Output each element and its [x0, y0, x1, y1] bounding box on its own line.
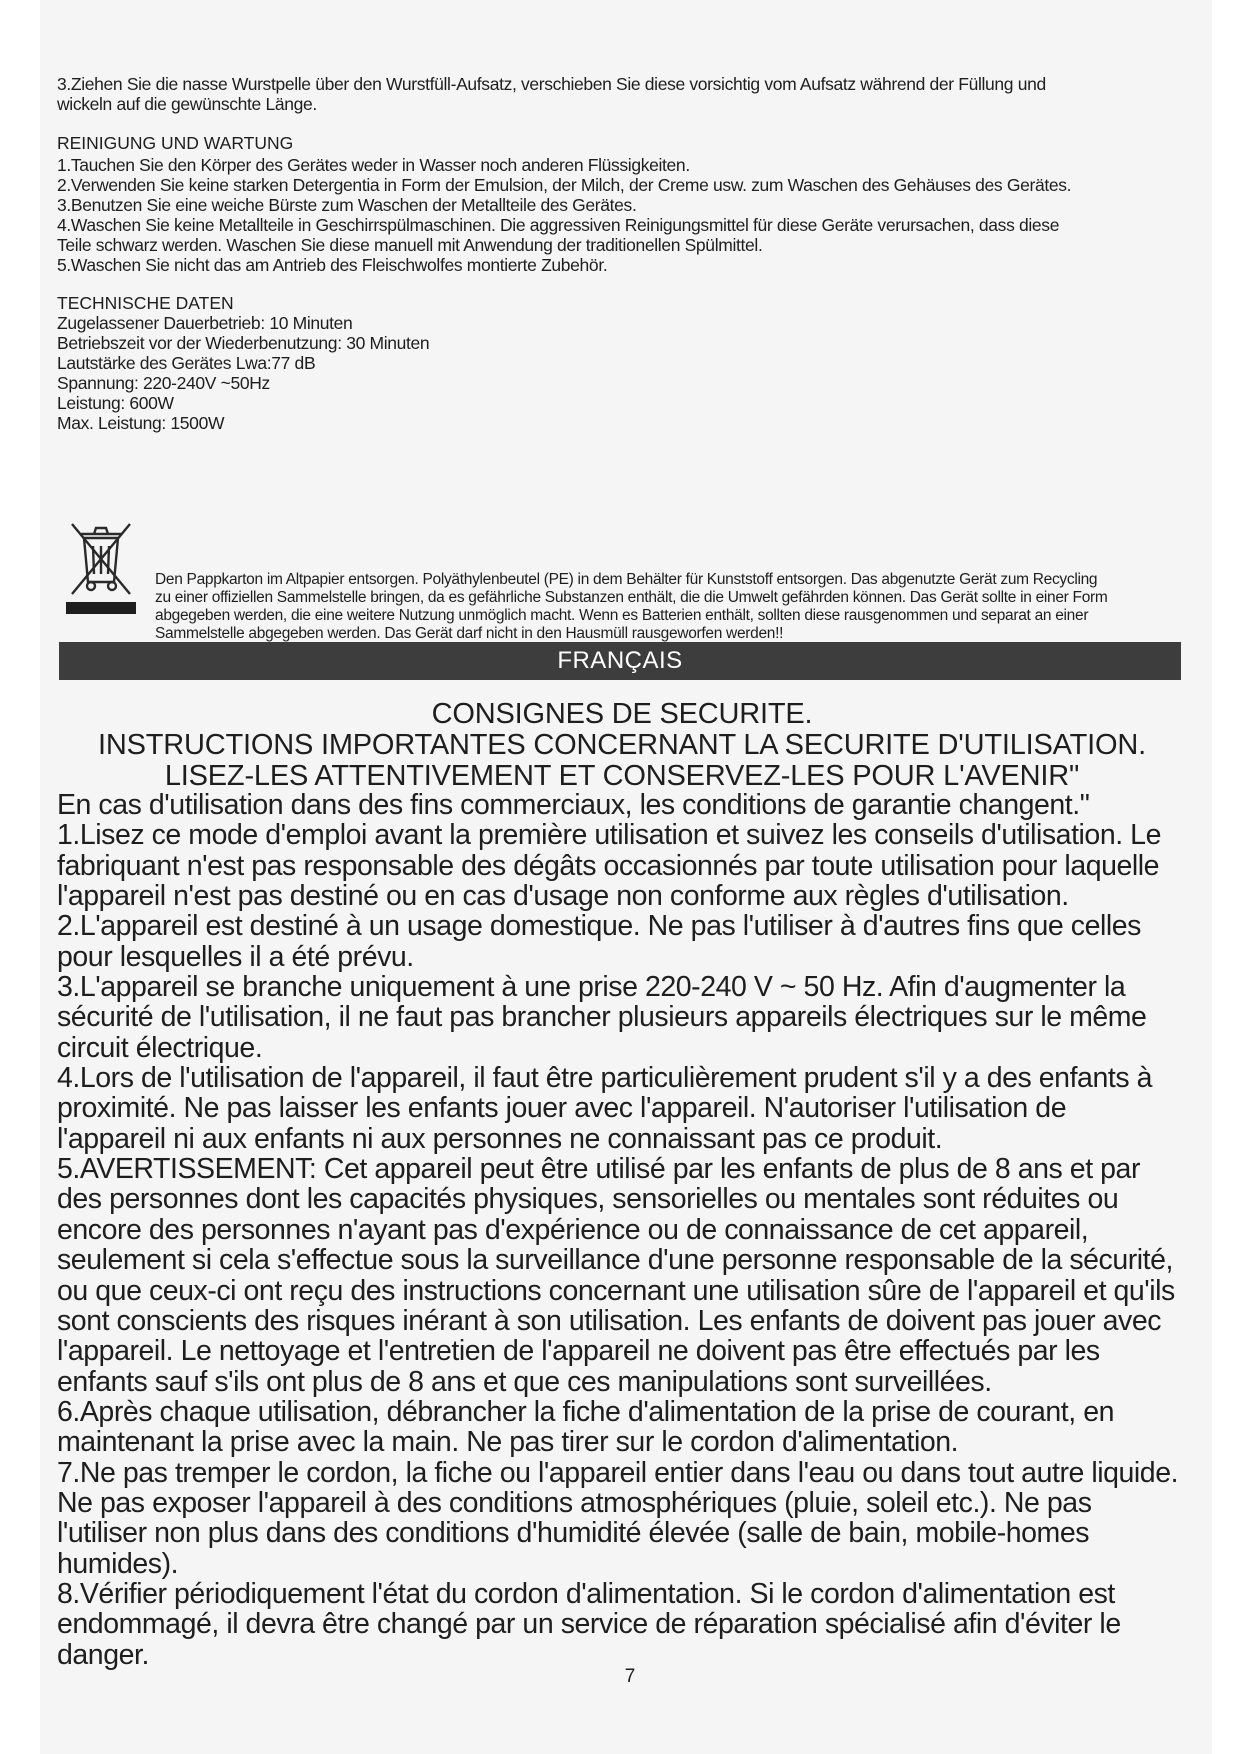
list-item: 5.Waschen Sie nicht das am Antrieb des Fleischwolfes montierte Zubehör. — [57, 255, 608, 275]
text-line: Ne pas exposer l'appareil à des conditions atmosphériques (pluie, soleil etc.). Ne pas — [57, 1486, 1092, 1519]
text-line: l'utiliser non plus dans des conditions d'humidité élevée (salle de bain, mobile-homes — [57, 1517, 1090, 1550]
text-line: 3.L'appareil se branche uniquement à une prise 220-240 V ~ 50 Hz. Afin d'augmenter la — [57, 971, 1126, 1004]
list-item: 1.Tauchen Sie den Körper des Gerätes weder in Wasser noch anderen Flüssigkeiten. — [57, 155, 690, 175]
text-line: enfants sauf s'ils ont plus de 8 ans et que ces manipulations sont surveillées. — [57, 1365, 992, 1398]
text-line: maintenant la prise avec la main. Ne pas tirer sur le cordon d'alimentation. — [57, 1426, 959, 1459]
text-line: 2.L'appareil est destiné à un usage domestique. Ne pas l'utiliser à d'autres fins que celles — [57, 910, 1141, 943]
text-line: l'appareil ni aux enfants ni aux personnes ne connaissant pas ce produit. — [57, 1122, 943, 1155]
text-line: 4.Lors de l'utilisation de l'appareil, il faut être particulièrement prudent s'il y a des enfants à — [57, 1062, 1152, 1095]
technical-data-heading: TECHNISCHE DATEN — [57, 293, 234, 313]
text-line: proximité. Ne pas laisser les enfants jouer avec l'appareil. N'autoriser l'utilisation de — [57, 1092, 1067, 1125]
text-line: 8.Vérifier périodiquement l'état du cordon d'alimentation. Si le cordon d'alimentation est — [57, 1577, 1115, 1610]
safety-subtitle: INSTRUCTIONS IMPORTANTES CONCERNANT LA SECURITE D'UTILISATION. — [98, 729, 1146, 761]
text-line: endommagé, il devra être changé par un service de réparation spécialisé afin d'éviter le — [57, 1608, 1121, 1641]
crossed-out-wheelie-bin-icon — [66, 520, 136, 616]
list-item: Max. Leistung: 1500W — [57, 413, 225, 433]
technical-data-list — [57, 313, 1172, 433]
text-line: ou que ceux-ci ont reçu des instructions concernant une utilisation sûre de l'appareil et qu'ils — [57, 1274, 1175, 1307]
safety-subtitle: LISEZ-LES ATTENTIVEMENT ET CONSERVEZ-LES POUR L'AVENIR" — [164, 760, 1080, 792]
text-line: 3.Ziehen Sie die nasse Wurstpelle über den Wurstfüll-Aufsatz, verschieben Sie diese vorsichtig vom Aufsatz während der Füllung und — [57, 74, 1046, 94]
text-line: fabriquant n'est pas responsable des dégâts occasionnés par toute utilisation pour laquelle — [57, 849, 1160, 882]
text-line: 1.Lisez ce mode d'emploi avant la première utilisation et suivez les conseils d'utilisation. Le — [57, 819, 1161, 852]
list-item: Spannung: 220-240V ~50Hz — [57, 373, 270, 393]
cleaning-list — [57, 155, 1172, 275]
list-item: Zugelassener Dauerbetrieb: 10 Minuten — [57, 313, 353, 333]
list-item: Lautstärke des Gerätes Lwa:77 dB — [57, 353, 316, 373]
text-line: abgegeben werden, die eine weitere Nutzung unmöglich macht. Wenn es Batterien enthält, sollten diese rausgenommen und separat an einer — [155, 607, 1089, 624]
text-line: wickeln auf die gewünschte Länge. — [57, 94, 317, 114]
text-line: danger. — [57, 1638, 149, 1671]
list-item: Betriebszeit vor der Wiederbenutzung: 30 Minuten — [57, 333, 430, 353]
sausage-filling-step — [57, 74, 1172, 114]
cleaning-heading: REINIGUNG UND WARTUNG — [57, 133, 294, 153]
text-line: En cas d'utilisation dans des fins commerciaux, les conditions de garantie changent." — [57, 789, 1090, 821]
text-line: circuit électrique. — [57, 1031, 263, 1064]
list-item: 4.Waschen Sie keine Metallteile in Geschirrspülmaschinen. Die aggressiven Reinigungsmittel für diese Geräte verursachen, dass diese — [57, 215, 1060, 235]
text-line: seulement si cela s'effectue sous la surveillance d'une personne responsable de la sécurité, — [57, 1244, 1173, 1277]
text-line: l'appareil n'est pas destiné ou en cas d'usage non conforme aux règles d'utilisation. — [57, 880, 1069, 913]
text-line: 6.Après chaque utilisation, débrancher la fiche d'alimentation de la prise de courant, en — [57, 1395, 1114, 1428]
safety-title: CONSIGNES DE SECURITE. — [431, 698, 813, 730]
text-line: sont conscients des risques inérant à son utilisation. Les enfants de doivent pas jouer avec — [57, 1304, 1162, 1337]
disposal-notice — [155, 571, 1190, 643]
page-number: 7 — [624, 1666, 636, 1687]
language-banner: FRANÇAIS — [59, 642, 1181, 680]
text-line: 5.AVERTISSEMENT: Cet appareil peut être utilisé par les enfants de plus de 8 ans et par — [57, 1153, 1140, 1186]
text-line: zu einer offiziellen Sammelstelle bringen, da es gefährliche Substanzen enthält, die die Umwelt gefährden können. Das Gerät sollte in einer Form — [155, 589, 1108, 606]
text-line: humides). — [57, 1547, 179, 1580]
text-line: sécurité de l'utilisation, il ne faut pas brancher plusieurs appareils électriques sur le même — [57, 1001, 1147, 1034]
text-line: pour lesquelles il a été prévu. — [57, 940, 414, 973]
text-line: Den Pappkarton im Altpapier entsorgen. Polyäthylenbeutel (PE) in dem Behälter für Kunststoff entsorgen. Das abgenutzte Gerät zum Recycling — [155, 571, 1098, 588]
list-item: 3.Benutzen Sie eine weiche Bürste zum Waschen der Metallteile des Gerätes. — [57, 195, 637, 215]
safety-instructions — [57, 790, 1187, 1670]
list-item: Teile schwarz werden. Waschen Sie diese manuell mit Anwendung der traditionellen Spülmittel. — [57, 235, 763, 255]
text-line: Sammelstelle abgegeben werden. Das Gerät darf nicht in den Hausmüll rausgeworfen werden!! — [155, 625, 784, 642]
text-line: des personnes dont les capacités physiques, sensorielles ou mentales sont réduites ou — [57, 1183, 1119, 1216]
text-line: l'appareil. Le nettoyage et l'entretien de l'appareil ne doivent pas être effectués par les — [57, 1335, 1100, 1368]
text-line: 7.Ne pas tremper le cordon, la fiche ou l'appareil entier dans l'eau ou dans tout autre liquide. — [57, 1456, 1179, 1489]
list-item: 2.Verwenden Sie keine starken Detergentia in Form der Emulsion, der Milch, der Creme usw. zum Waschen des Gehäuses des Gerätes. — [57, 175, 1072, 195]
text-line: encore des personnes n'ayant pas d'expérience ou de connaissance de cet appareil, — [57, 1213, 1089, 1246]
list-item: Leistung: 600W — [57, 393, 174, 413]
